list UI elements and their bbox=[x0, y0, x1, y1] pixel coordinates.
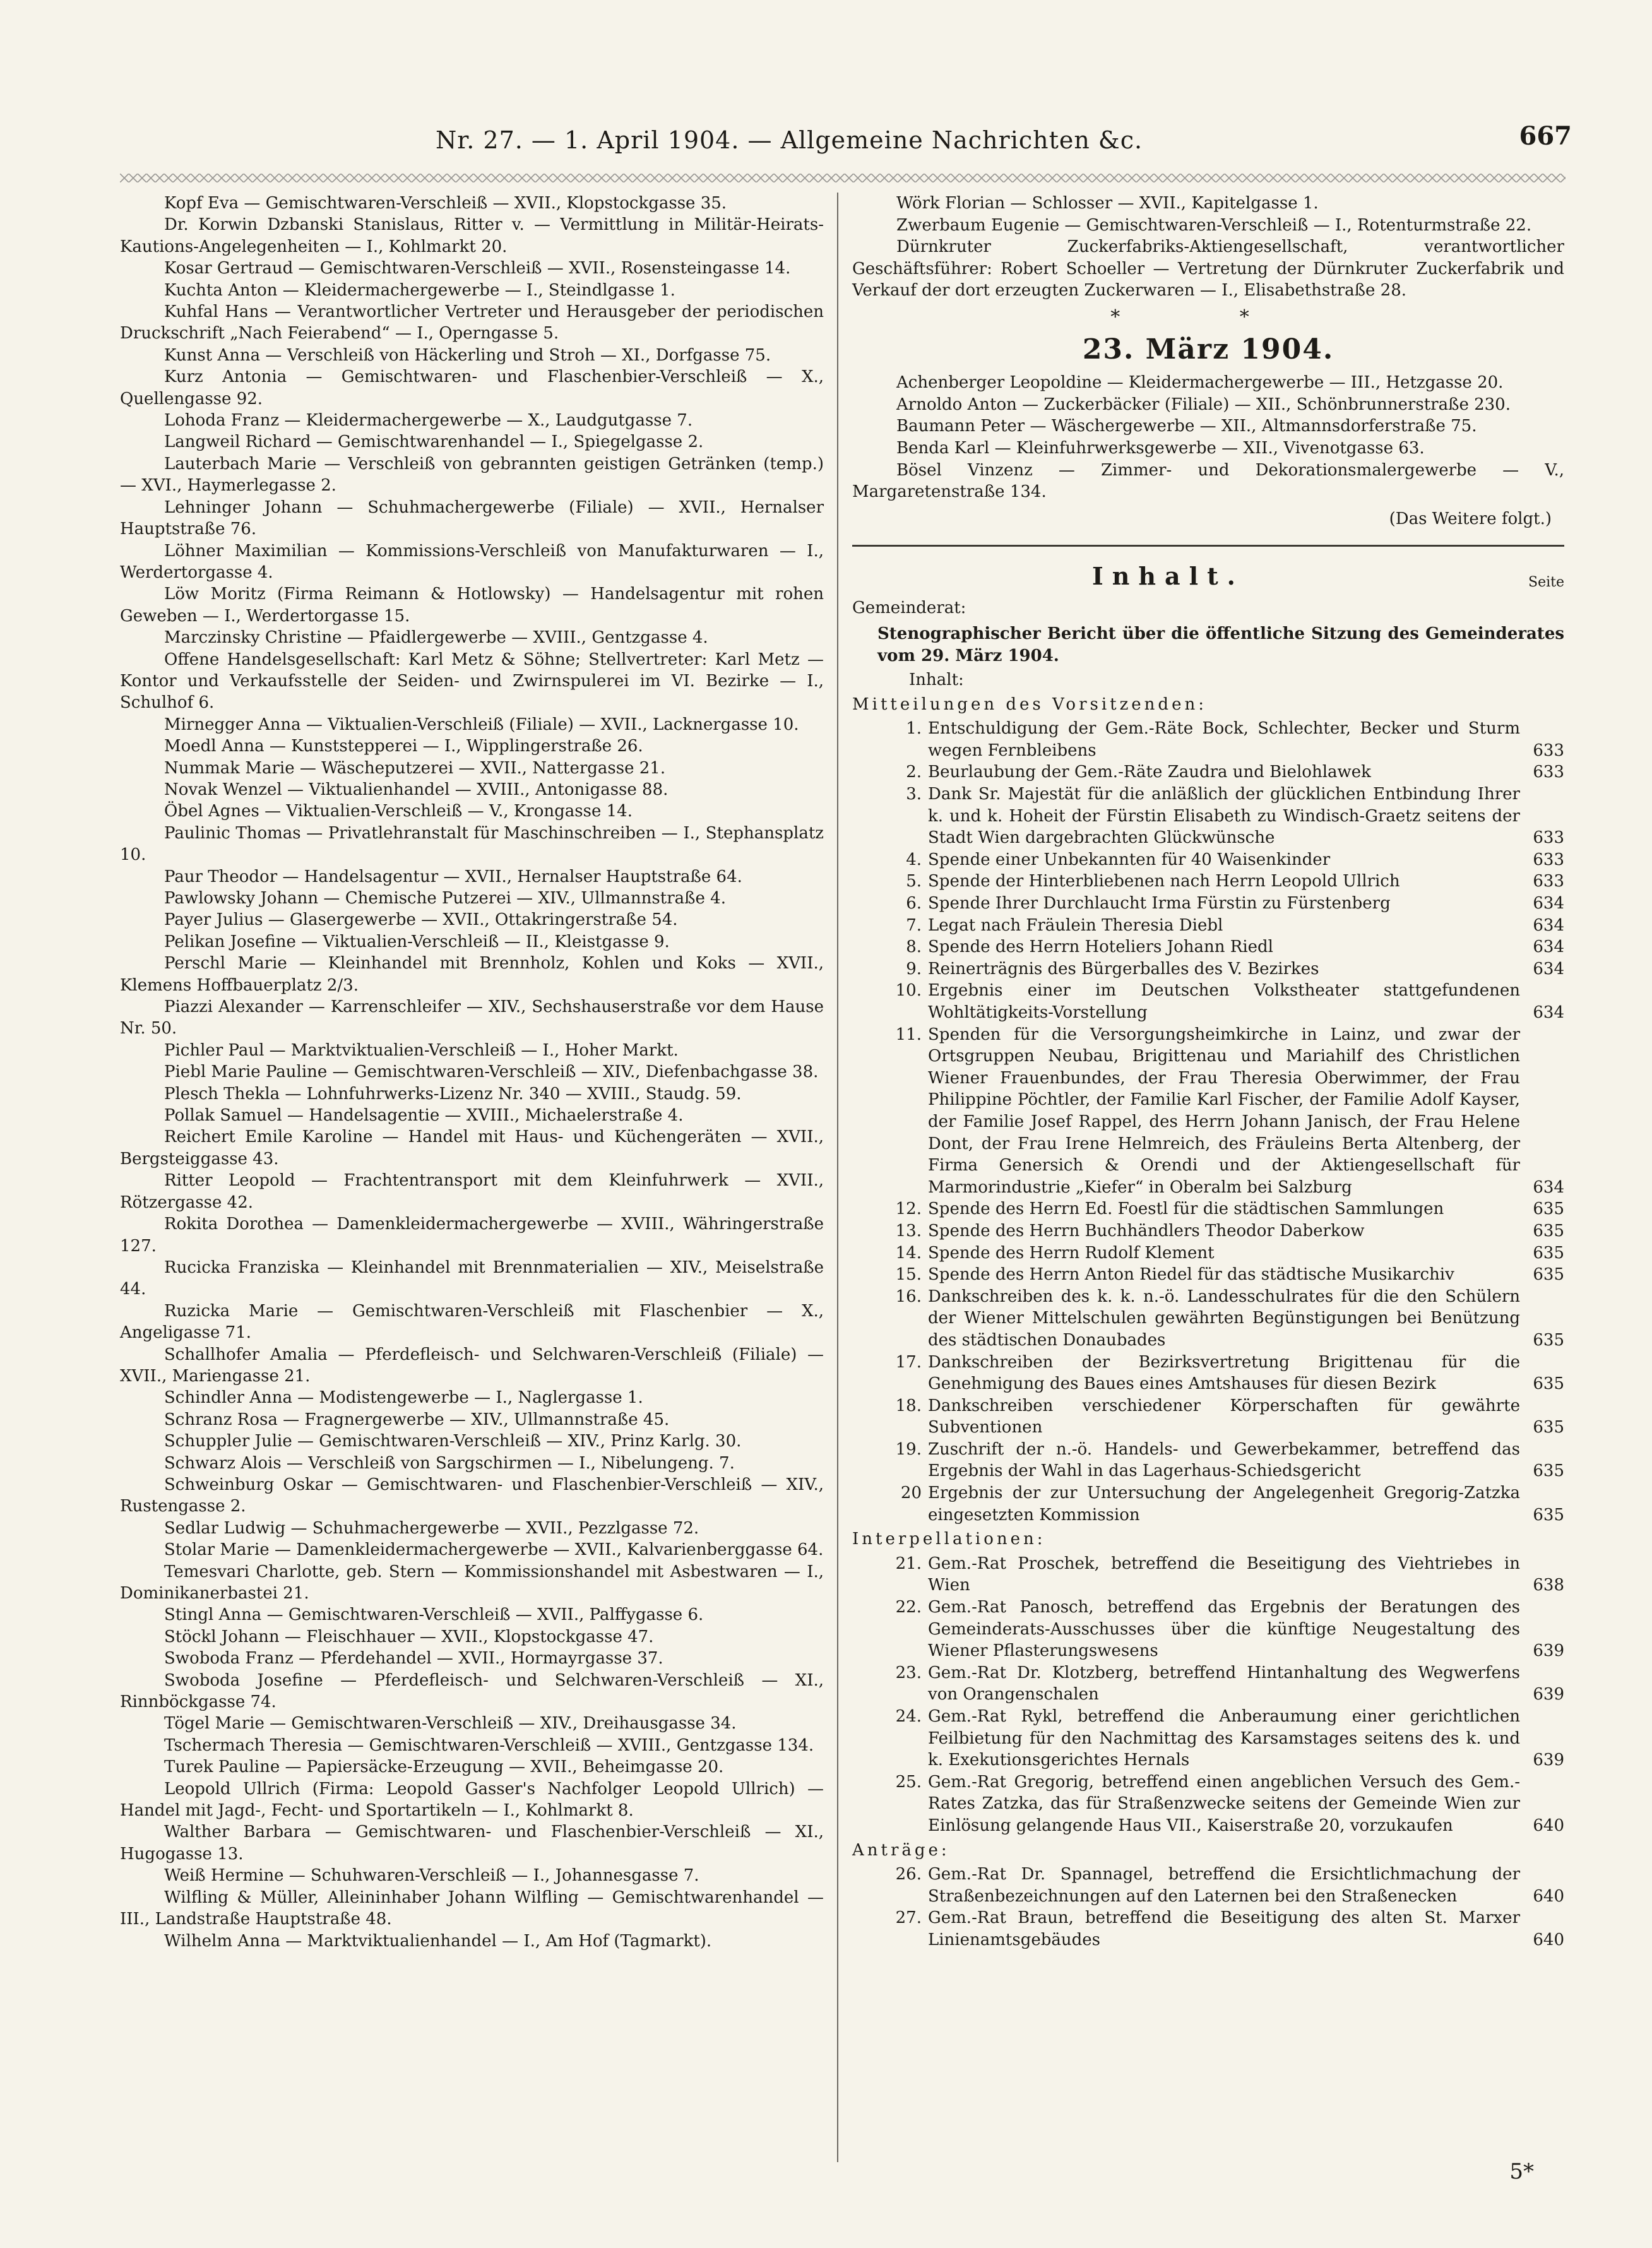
section-rule bbox=[852, 545, 1564, 547]
list-item: Rokita Dorothea — Damenkleidermachergewerbe — XVIII., Währingerstraße 127. bbox=[120, 1215, 824, 1256]
list-item: Stöckl Johann — Fleischhauer — XVII., Klopstockgasse 47. bbox=[164, 1627, 654, 1646]
contents-item-page: 635 bbox=[1533, 1374, 1564, 1394]
list-item: Lohoda Franz — Kleidermachergewerbe — X., Laudgutgasse 7. bbox=[164, 411, 693, 431]
contents-item-text: Reinerträgnis des Bürgerballes des V. Bezirkes bbox=[928, 959, 1319, 978]
list-item: Bösel Vinzenz — Zimmer- und Dekorationsmalergewerbe — V., Margaretenstraße 134. bbox=[852, 460, 1564, 502]
list-item: Pelikan Josefine — Viktualien-Verschleiß — II., Kleistgasse 9. bbox=[164, 932, 670, 951]
page-number: 667 bbox=[1519, 121, 1572, 151]
contents-item-text: Spende einer Unbekannten für 40 Waisenkinder bbox=[928, 850, 1331, 869]
list-item: Kuchta Anton — Kleidermachergewerbe — I., Steindlgasse 1. bbox=[164, 280, 675, 300]
contents-item-page: 633 bbox=[1533, 763, 1564, 782]
date-heading: 23. März 1904. bbox=[1082, 333, 1334, 366]
contents-item-number: 20 bbox=[900, 1484, 922, 1503]
contents-item-number: 9. bbox=[906, 959, 922, 978]
contents-item-text: Gem.-Rat Dr. Klotzberg, betreffend Hintanhaltung des Wegwerfens von Orangenschalen bbox=[928, 1663, 1520, 1704]
contents-item bbox=[852, 783, 1564, 849]
contents-item-page: 634 bbox=[1533, 959, 1564, 978]
contents-item-page: 639 bbox=[1533, 1685, 1564, 1704]
contents-item-text: Dank Sr. Majestät für die anläßlich der glücklichen Entbindung Ihrer k. und k. Hoheit der Fürstin Elisabeth zu Windisch-Graetz seitens der Stadt Wien dargebrachten Glückwünsche bbox=[928, 785, 1520, 848]
contents-item-number: 2. bbox=[906, 763, 922, 782]
contents-header bbox=[852, 562, 1564, 596]
list-item: Öbel Agnes — Viktualien-Verschleiß — V., Krongasse 14. bbox=[164, 802, 633, 821]
contents-item-page: 635 bbox=[1533, 1461, 1564, 1481]
contents-item-number: 27. bbox=[895, 1908, 922, 1928]
contents-item-page: 635 bbox=[1533, 1243, 1564, 1263]
list-item: Kurz Antonia — Gemischtwaren- und Flaschenbier-Verschleiß — X., Quellengasse 92. bbox=[120, 367, 824, 408]
contents-item-text: Spende Ihrer Durchlaucht Irma Fürstin zu Fürstenberg bbox=[928, 894, 1391, 913]
section-stars: * * bbox=[1110, 306, 1306, 328]
list-item: Mirnegger Anna — Viktualien-Verschleiß (Filiale) — XVII., Lacknergasse 10. bbox=[164, 715, 799, 734]
contents-item-number: 6. bbox=[906, 894, 922, 913]
report-title: Stenographischer Bericht über die öffentliche Sitzung des Gemeinderates vom 29. März 1904. bbox=[877, 624, 1564, 665]
right-entries-top bbox=[852, 193, 1564, 302]
contents-item-number: 11. bbox=[895, 1025, 922, 1044]
inhalt-label: Inhalt: bbox=[909, 670, 964, 690]
contents-item-text: Ergebnis der zur Untersuchung der Angelegenheit Gregorig-Zatzka eingesetzten Kommission bbox=[928, 1484, 1520, 1525]
newspaper-page bbox=[44, 63, 1610, 2203]
list-item: Schallhofer Amalia — Pferdefleisch- und Selchwaren-Verschleiß (Filiale) — XVII., Mariengasse 21. bbox=[120, 1345, 824, 1386]
contents-item-page: 635 bbox=[1533, 1505, 1564, 1525]
contents-item-number: 5. bbox=[906, 872, 922, 891]
page-header-title: Nr. 27. — 1. April 1904. — Allgemeine Nachrichten &c. bbox=[436, 126, 1143, 154]
contents-item-text: Dankschreiben verschiedener Körperschaften für gewährte Subventionen bbox=[928, 1396, 1520, 1437]
contents-item-text: Spende des Herrn Ed. Foestl für die städtischen Sammlungen bbox=[928, 1199, 1444, 1219]
list-item: Ruzicka Marie — Gemischtwaren-Verschleiß mit Flaschenbier — X., Angeligasse 71. bbox=[120, 1301, 824, 1343]
contents-item bbox=[852, 1553, 1564, 1597]
contents-item bbox=[852, 958, 1564, 980]
list-item: Schwarz Alois — Verschleiß von Sargschirmen — I., Nibelungeng. 7. bbox=[164, 1453, 735, 1473]
contents-item bbox=[852, 936, 1564, 958]
contents-item-text: Dankschreiben des k. k. n.-ö. Landesschulrates für die den Schülern der Wiener Mittelschulen gewährten Begünstigungen bei Benützung des städtischen Donaubades bbox=[928, 1287, 1520, 1350]
contents-item-number: 21. bbox=[895, 1554, 922, 1573]
contents-item bbox=[852, 1286, 1564, 1352]
contents-item-text: Dankschreiben der Bezirksvertretung Brigittenau für die Genehmigung des Baues eines Amtshauses für diesen Bezirk bbox=[928, 1352, 1520, 1394]
list-item: Nummak Marie — Wäscheputzerei — XVII., Nattergasse 21. bbox=[164, 758, 666, 778]
list-item: Rucicka Franziska — Kleinhandel mit Brennmaterialien — XIV., Meiselstraße 44. bbox=[120, 1258, 824, 1299]
contents-item-number: 19. bbox=[895, 1439, 922, 1459]
list-item: Achenberger Leopoldine — Kleidermachergewerbe — III., Hetzgasse 20. bbox=[896, 373, 1504, 393]
contents-item-number: 8. bbox=[906, 937, 922, 957]
column-divider bbox=[837, 193, 838, 2162]
list-item: Lauterbach Marie — Verschleiß von gebrannten geistigen Getränken (temp.) — XVI., Haymerlegasse 2. bbox=[120, 454, 824, 496]
contents-item-number: 24. bbox=[895, 1707, 922, 1726]
contents-item-page: 635 bbox=[1533, 1199, 1564, 1219]
page-column-label: Seite bbox=[1528, 574, 1564, 591]
contents-item bbox=[852, 1907, 1564, 1951]
contents-item bbox=[852, 893, 1564, 915]
footer-signature-mark: 5* bbox=[1509, 2159, 1534, 2184]
list-item: Kunst Anna — Verschleiß von Häckerling und Stroh — XI., Dorfgasse 75. bbox=[164, 345, 771, 365]
contents-item-number: 1. bbox=[906, 719, 922, 739]
list-item: Kuhfal Hans — Verantwortlicher Vertreter und Herausgeber der periodischen Druckschrift „Nach Feierabend“ — I., Operngasse 5. bbox=[120, 302, 824, 343]
list-item: Wilfling & Müller, Alleininhaber Johann Wilfling — Gemischtwarenhandel — III., Landstraße Hauptstraße 48. bbox=[120, 1888, 824, 1929]
contents-item-number: 15. bbox=[895, 1265, 922, 1285]
list-item: Löw Moritz (Firma Reimann & Hotlowsky) — Handelsagentur mit rohen Geweben — I., Werdertorgasse 15. bbox=[120, 585, 824, 626]
contents-item bbox=[852, 1662, 1564, 1706]
list-item: Pawlowsky Johann — Chemische Putzerei — XIV., Ullmannstraße 4. bbox=[164, 889, 726, 908]
list-item: Sedlar Ludwig — Schuhmachergewerbe — XVII., Pezzlgasse 72. bbox=[164, 1518, 699, 1538]
contents-item-number: 26. bbox=[895, 1865, 922, 1884]
contents-item bbox=[852, 915, 1564, 937]
list-item: Baumann Peter — Wäschergewerbe — XII., Altmannsdorferstraße 75. bbox=[896, 417, 1477, 436]
contents-item-page: 639 bbox=[1533, 1751, 1564, 1770]
contents-subheading: Mitteilungen des Vorsitzenden: bbox=[852, 694, 1207, 714]
contents-item-text: Ergebnis einer im Deutschen Volkstheater stattgefundenen Wohltätigkeits-Vorstellung bbox=[928, 981, 1520, 1022]
contents-item bbox=[852, 1242, 1564, 1264]
contents-item-text: Spende des Herrn Hoteliers Johann Riedl bbox=[928, 937, 1273, 957]
table-of-contents bbox=[852, 562, 1564, 1951]
contents-item-page: 635 bbox=[1533, 1418, 1564, 1437]
list-item: Moedl Anna — Kunststepperei — I., Wipplingerstraße 26. bbox=[164, 737, 643, 756]
contents-item-page: 634 bbox=[1533, 915, 1564, 935]
list-item: Zwerbaum Eugenie — Gemischtwaren-Verschleiß — I., Rotenturmstraße 22. bbox=[896, 215, 1532, 235]
contents-item-text: Gem.-Rat Dr. Spannagel, betreffend die Ersichtlichmachung der Straßenbezeichnungen auf den Laternen bei den Straßenecken bbox=[928, 1865, 1520, 1906]
contents-item-text: Spenden für die Versorgungsheimkirche in Lainz, und zwar der Ortsgruppen Neubau, Brigittenau und Mariahilf des Christlichen Wiener Frauenbundes, der Frau Theresia Oberwimmer, der Frau Philippine Pöchtler, der Familie Karl Fischer, der Familie Adolf Kayser, der Familie Josef Rappel, des Herrn Johann Janisch, der Frau Helene Dont, der Frau Irene Helmreich, des Fräuleins Berta Altenberg, der Firma Genersich & Orendi und der Aktiengesellschaft für Marmorindustrie „Kiefer“ in Oberalm bei Salzburg bbox=[928, 1025, 1520, 1197]
list-item: Temesvari Charlotte, geb. Stern — Kommissionshandel mit Asbestwaren — I., Dominikanerbastei 21. bbox=[120, 1562, 824, 1603]
list-item: Piazzi Alexander — Karrenschleifer — XIV., Sechshauserstraße vor dem Hause Nr. 50. bbox=[120, 997, 824, 1038]
list-item: Offene Handelsgesellschaft: Karl Metz & Söhne; Stellvertreter: Karl Metz — Kontor und Verkaufsstelle der Seiden- und Zwirnspulerei im VI. Bezirke — I., Schulhof 6. bbox=[120, 650, 824, 713]
contents-item bbox=[852, 1198, 1564, 1220]
contents-item bbox=[852, 761, 1564, 783]
contents-item bbox=[852, 1352, 1564, 1395]
list-item: Dr. Korwin Dzbanski Stanislaus, Ritter v. — Vermittlung in Militär-Heirats-Kautions-Angelegenheiten — I., Kohlmarkt 20. bbox=[120, 215, 824, 256]
header-divider bbox=[120, 174, 1566, 182]
contents-item-page: 635 bbox=[1533, 1221, 1564, 1240]
contents-item-number: 14. bbox=[895, 1243, 922, 1263]
list-item: Weiß Hermine — Schuhwaren-Verschleiß — I., Johannesgasse 7. bbox=[164, 1866, 699, 1886]
contents-item-text: Gem.-Rat Panosch, betreffend das Ergebnis der Beratungen des Gemeinderats-Ausschusses über die künftige Neugestaltung des Wiener Pflasterungswesens bbox=[928, 1598, 1520, 1661]
list-item: Wörk Florian — Schlosser — XVII., Kapitelgasse 1. bbox=[896, 194, 1319, 213]
contents-item-page: 635 bbox=[1533, 1330, 1564, 1350]
contents-item-page: 634 bbox=[1533, 894, 1564, 913]
list-item: Lehninger Johann — Schuhmachergewerbe (Filiale) — XVII., Hernalser Hauptstraße 76. bbox=[120, 497, 824, 539]
contents-item-text: Gem.-Rat Proschek, betreffend die Beseitigung des Viehtriebes in Wien bbox=[928, 1554, 1520, 1595]
contents-item bbox=[852, 1597, 1564, 1662]
list-item: Plesch Thekla — Lohnfuhrwerks-Lizenz Nr. 340 — XVIII., Staudg. 59. bbox=[164, 1084, 742, 1103]
contents-item bbox=[852, 1220, 1564, 1242]
contents-item bbox=[852, 1439, 1564, 1482]
contents-item bbox=[852, 980, 1564, 1023]
contents-item-number: 13. bbox=[895, 1221, 922, 1240]
contents-title: Inhalt. bbox=[1092, 562, 1244, 591]
contents-item-page: 634 bbox=[1533, 937, 1564, 957]
contents-item bbox=[852, 1482, 1564, 1526]
list-item: Piebl Marie Pauline — Gemischtwaren-Verschleiß — XIV., Diefenbachgasse 38. bbox=[164, 1062, 819, 1082]
list-item: Wilhelm Anna — Marktviktualienhandel — I., Am Hof (Tagmarkt). bbox=[164, 1931, 712, 1951]
list-item: Payer Julius — Glasergewerbe — XVII., Ottakringerstraße 54. bbox=[164, 910, 678, 930]
right-entries-march bbox=[852, 372, 1564, 503]
contents-item-text: Gem.-Rat Rykl, betreffend die Anberaumung einer gerichtlichen Feilbietung für den Nachmittag des Karsamstages seitens des k. und k. Exekutionsgerichtes Hernals bbox=[928, 1707, 1520, 1770]
contents-item-number: 25. bbox=[895, 1772, 922, 1792]
list-item: Stolar Marie — Damenkleidermachergewerbe — XVII., Kalvarienberggasse 64. bbox=[164, 1540, 824, 1560]
list-item: Turek Pauline — Papiersäcke-Erzeugung — XVII., Beheimgasse 20. bbox=[164, 1757, 724, 1777]
contents-item-page: 640 bbox=[1533, 1816, 1564, 1835]
contents-item bbox=[852, 849, 1564, 871]
list-item: Reichert Emile Karoline — Handel mit Haus- und Küchengeräten — XVII., Bergsteiggasse 43. bbox=[120, 1127, 824, 1169]
contents-item-text: Zuschrift der n.-ö. Handels- und Gewerbekammer, betreffend das Ergebnis der Wahl in das Lagerhaus-Schiedsgericht bbox=[928, 1439, 1520, 1481]
list-item: Benda Karl — Kleinfuhrwerksgewerbe — XII., Vivenotgasse 63. bbox=[896, 438, 1425, 458]
contents-item-number: 3. bbox=[906, 785, 922, 804]
list-item: Löhner Maximilian — Kommissions-Verschleiß von Manufakturwaren — I., Werdertorgasse 4. bbox=[120, 541, 824, 582]
contents-item bbox=[852, 1395, 1564, 1439]
contents-item bbox=[852, 1864, 1564, 1907]
contents-section-label: Gemeinderat: bbox=[852, 598, 966, 618]
list-item: Leopold Ullrich (Firma: Leopold Gasser's Nachfolger Leopold Ullrich) — Handel mit Jagd-, Fecht- und Sportartikeln — I., Kohlmarkt 8. bbox=[120, 1779, 824, 1821]
contents-item-number: 18. bbox=[895, 1396, 922, 1415]
contents-item-number: 10. bbox=[895, 981, 922, 1001]
contents-item-text: Legat nach Fräulein Theresia Diebl bbox=[928, 915, 1223, 935]
contents-item bbox=[852, 718, 1564, 761]
contents-item-page: 634 bbox=[1533, 1003, 1564, 1022]
contents-item-number: 4. bbox=[906, 850, 922, 869]
contents-item-number: 17. bbox=[895, 1352, 922, 1372]
list-item: Paur Theodor — Handelsagentur — XVII., Hernalser Hauptstraße 64. bbox=[164, 867, 742, 886]
contents-item-number: 22. bbox=[895, 1598, 922, 1617]
contents-item-text: Gem.-Rat Braun, betreffend die Beseitigung des alten St. Marxer Linienamtsgebäudes bbox=[928, 1908, 1520, 1949]
contents-item bbox=[852, 1264, 1564, 1286]
list-item: Perschl Marie — Kleinhandel mit Brennholz, Kohlen und Koks — XVII., Klemens Hoffbauerplatz 2/3. bbox=[120, 954, 824, 995]
contents-item-text: Spende des Herrn Buchhändlers Theodor Daberkow bbox=[928, 1221, 1365, 1240]
contents-item bbox=[852, 871, 1564, 893]
list-item: Swoboda Franz — Pferdehandel — XVII., Hormayrgasse 37. bbox=[164, 1649, 663, 1668]
contents-subheading: Interpellationen: bbox=[852, 1530, 1046, 1549]
left-column bbox=[120, 193, 824, 1952]
contents-subheading: Anträge: bbox=[852, 1840, 950, 1860]
list-item: Paulinic Thomas — Privatlehranstalt für Maschinschreiben — I., Stephansplatz 10. bbox=[120, 823, 824, 865]
list-item: Novak Wenzel — Viktualienhandel — XVIII., Antonigasse 88. bbox=[164, 780, 669, 799]
list-item: Stingl Anna — Gemischtwaren-Verschleiß — XVII., Palffygasse 6. bbox=[164, 1605, 704, 1625]
list-item: Schindler Anna — Modistengewerbe — I., Naglergasse 1. bbox=[164, 1388, 643, 1408]
contents-item-page: 633 bbox=[1533, 740, 1564, 760]
contents-item-text: Spende der Hinterbliebenen nach Herrn Leopold Ullrich bbox=[928, 872, 1400, 891]
contents-item-number: 23. bbox=[895, 1663, 922, 1682]
contents-item-text: Beurlaubung der Gem.-Räte Zaudra und Bielohlawek bbox=[928, 763, 1371, 782]
list-item: Swoboda Josefine — Pferdefleisch- und Selchwaren-Verschleiß — XI., Rinnböckgasse 74. bbox=[120, 1670, 824, 1712]
list-item: Langweil Richard — Gemischtwarenhandel — I., Spiegelgasse 2. bbox=[164, 432, 704, 452]
contents-item-page: 633 bbox=[1533, 828, 1564, 848]
contents-item-page: 633 bbox=[1533, 850, 1564, 869]
list-item: Kopf Eva — Gemischtwaren-Verschleiß — XVII., Klopstockgasse 35. bbox=[164, 194, 727, 213]
list-item: Schuppler Julie — Gemischtwaren-Verschleiß — XIV., Prinz Karlg. 30. bbox=[164, 1432, 742, 1451]
contents-item-page: 638 bbox=[1533, 1576, 1564, 1595]
contents-item-number: 7. bbox=[906, 915, 922, 935]
continued-note: (Das Weitere folgt.) bbox=[1389, 509, 1552, 528]
list-item: Arnoldo Anton — Zuckerbäcker (Filiale) — XII., Schönbrunnerstraße 230. bbox=[896, 395, 1511, 414]
right-column bbox=[852, 193, 1564, 1951]
list-item: Schweinburg Oskar — Gemischtwaren- und Flaschenbier-Verschleiß — XIV., Rustengasse 2. bbox=[120, 1475, 824, 1516]
list-item: Schranz Rosa — Fragnergewerbe — XIV., Ullmannstraße 45. bbox=[164, 1410, 670, 1429]
contents-item-number: 16. bbox=[895, 1287, 922, 1306]
contents-item-number: 12. bbox=[895, 1199, 922, 1219]
contents-item-page: 640 bbox=[1533, 1930, 1564, 1949]
contents-item bbox=[852, 1706, 1564, 1771]
contents-item-text: Entschuldigung der Gem.-Räte Bock, Schlechter, Becker und Sturm wegen Fernbleibens bbox=[928, 719, 1520, 760]
list-item: Tögel Marie — Gemischtwaren-Verschleiß — XIV., Dreihausgasse 34. bbox=[164, 1714, 737, 1734]
list-item: Pollak Samuel — Handelsagentie — XVIII., Michaelerstraße 4. bbox=[164, 1106, 684, 1126]
contents-item-text: Gem.-Rat Gregorig, betreffend einen angeblichen Versuch des Gem.-Rates Zatzka, das für Straßenzwecke seitens der Gemeinde Wien zur Einlösung gelangende Haus VII., Kaiserstraße 20, vorzukaufen bbox=[928, 1772, 1520, 1835]
contents-list bbox=[852, 694, 1564, 1951]
list-item: Pichler Paul — Marktviktualien-Verschleiß — I., Hoher Markt. bbox=[164, 1040, 679, 1060]
contents-item-page: 640 bbox=[1533, 1886, 1564, 1906]
contents-item-page: 633 bbox=[1533, 872, 1564, 891]
list-item: Tschermach Theresia — Gemischtwaren-Verschleiß — XVIII., Gentzgasse 134. bbox=[164, 1735, 814, 1755]
contents-item bbox=[852, 1771, 1564, 1837]
list-item: Walther Barbara — Gemischtwaren- und Flaschenbier-Verschleiß — XI., Hugogasse 13. bbox=[120, 1823, 824, 1864]
contents-item-page: 639 bbox=[1533, 1641, 1564, 1661]
list-item: Marczinsky Christine — Pfaidlergewerbe — XVIII., Gentzgasse 4. bbox=[164, 628, 708, 648]
list-item: Dürnkruter Zuckerfabriks-Aktiengesellschaft, verantwortlicher Geschäftsführer: Robert Schoeller — Vertretung der Dürnkruter Zuckerfabrik und Verkauf der dort erzeugten Zuckerwaren — I., Elisabethstraße 28. bbox=[852, 237, 1564, 300]
contents-item-page: 635 bbox=[1533, 1265, 1564, 1285]
contents-item-text: Spende des Herrn Anton Riedel für das städtische Musikarchiv bbox=[928, 1265, 1454, 1285]
list-item: Kosar Gertraud — Gemischtwaren-Verschleiß — XVII., Rosensteingasse 14. bbox=[164, 259, 791, 278]
contents-item bbox=[852, 1024, 1564, 1199]
contents-item-text: Spende des Herrn Rudolf Klement bbox=[928, 1243, 1215, 1263]
contents-item-page: 634 bbox=[1533, 1177, 1564, 1197]
list-item: Ritter Leopold — Frachtentransport mit dem Kleinfuhrwerk — XVII., Rötzergasse 42. bbox=[120, 1171, 824, 1212]
